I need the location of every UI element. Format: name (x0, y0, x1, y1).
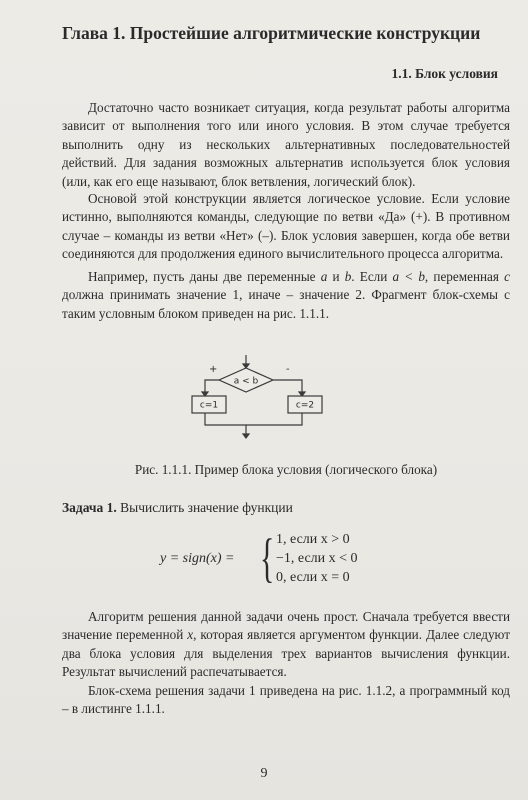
formula-case-1: 1, если x > 0 (276, 532, 350, 547)
section-title: 1.1. Блок условия (391, 66, 498, 81)
paragraph-basis: Основой этой конструкции является логическое условие. Если условие истинно, выполняются команды, следующие по ветви «Да» (+). В противном случае – команды из ветви «Нет» (–). Блок условия завершен, когда обе ветви соединяются для продолжения единого вычислительного процесса алгоритма. (62, 191, 510, 262)
arrow-head (243, 434, 249, 438)
left-block-label: c=1 (199, 400, 219, 411)
condition-expression: a < b (392, 269, 425, 284)
text-fragment: Алгоритм решения данной задачи очень прост. Сначала требуется ввести значение переменной (62, 609, 510, 643)
text-fragment: . Если (351, 269, 393, 284)
task-label: Задача 1. (62, 500, 117, 515)
text-fragment: и (327, 269, 345, 284)
variable-c: c (504, 269, 511, 284)
formula-case-3: 0, если x = 0 (276, 570, 350, 585)
text-fragment: должна принимать значение 1, иначе – значение 2. Фрагмент блок-схемы с таким условным блоком приведен на рис. 1.1.1. (62, 287, 510, 321)
yes-label: + (209, 364, 218, 375)
variable-a: a (320, 269, 328, 284)
arrow-head (299, 392, 305, 396)
chapter-title: Глава 1. Простейшие алгоритмические конструкции (62, 23, 481, 43)
text-fragment: , которая является аргументом функции. Далее следуют два блока условия для выделения трех вариантов вычисления функции. Результат вычислений распечатывается. (62, 627, 510, 680)
text-fragment: Например, пусть даны две переменные (88, 269, 321, 284)
formula-case-2: −1, если x < 0 (276, 551, 358, 566)
page-number: 9 (260, 766, 268, 781)
right-block-label: c=2 (295, 400, 315, 411)
flowchart-figure (190, 355, 340, 450)
task-text: Вычислить значение функции (116, 500, 293, 515)
text-fragment: , переменная (424, 269, 505, 284)
no-branch-line (273, 380, 302, 395)
formula-lhs: y = sign(x) = (160, 551, 235, 566)
arrow-head (202, 392, 208, 396)
curly-brace-icon: { (260, 528, 275, 588)
figure-caption: Рис. 1.1.1. Пример блока условия (логического блока) (134, 462, 438, 477)
variable-b: b (344, 269, 352, 284)
variable-x: x (187, 627, 194, 643)
paragraph-solution (62, 608, 510, 682)
sign-function-formula (160, 530, 400, 594)
join-line (205, 413, 302, 425)
paragraph-example (62, 268, 510, 323)
no-label: - (286, 364, 290, 375)
condition-label: a < b (233, 376, 259, 387)
paragraph-intro: Достаточно часто возникает ситуация, когда результат работы алгоритма зависит от выполнения того или иного условия. В этом случае требуется выполнить одну из нескольких альтернативных последовательностей действий. Для задания возможных альтернатив используется блок условия (или, как его еще называют, блок ветвления, логический блок). (62, 100, 510, 189)
paragraph-reference: Блок-схема решения задачи 1 приведена на рис. 1.1.2, а программный код – в листинге 1.1.1. (62, 683, 510, 717)
task-statement (62, 500, 293, 516)
